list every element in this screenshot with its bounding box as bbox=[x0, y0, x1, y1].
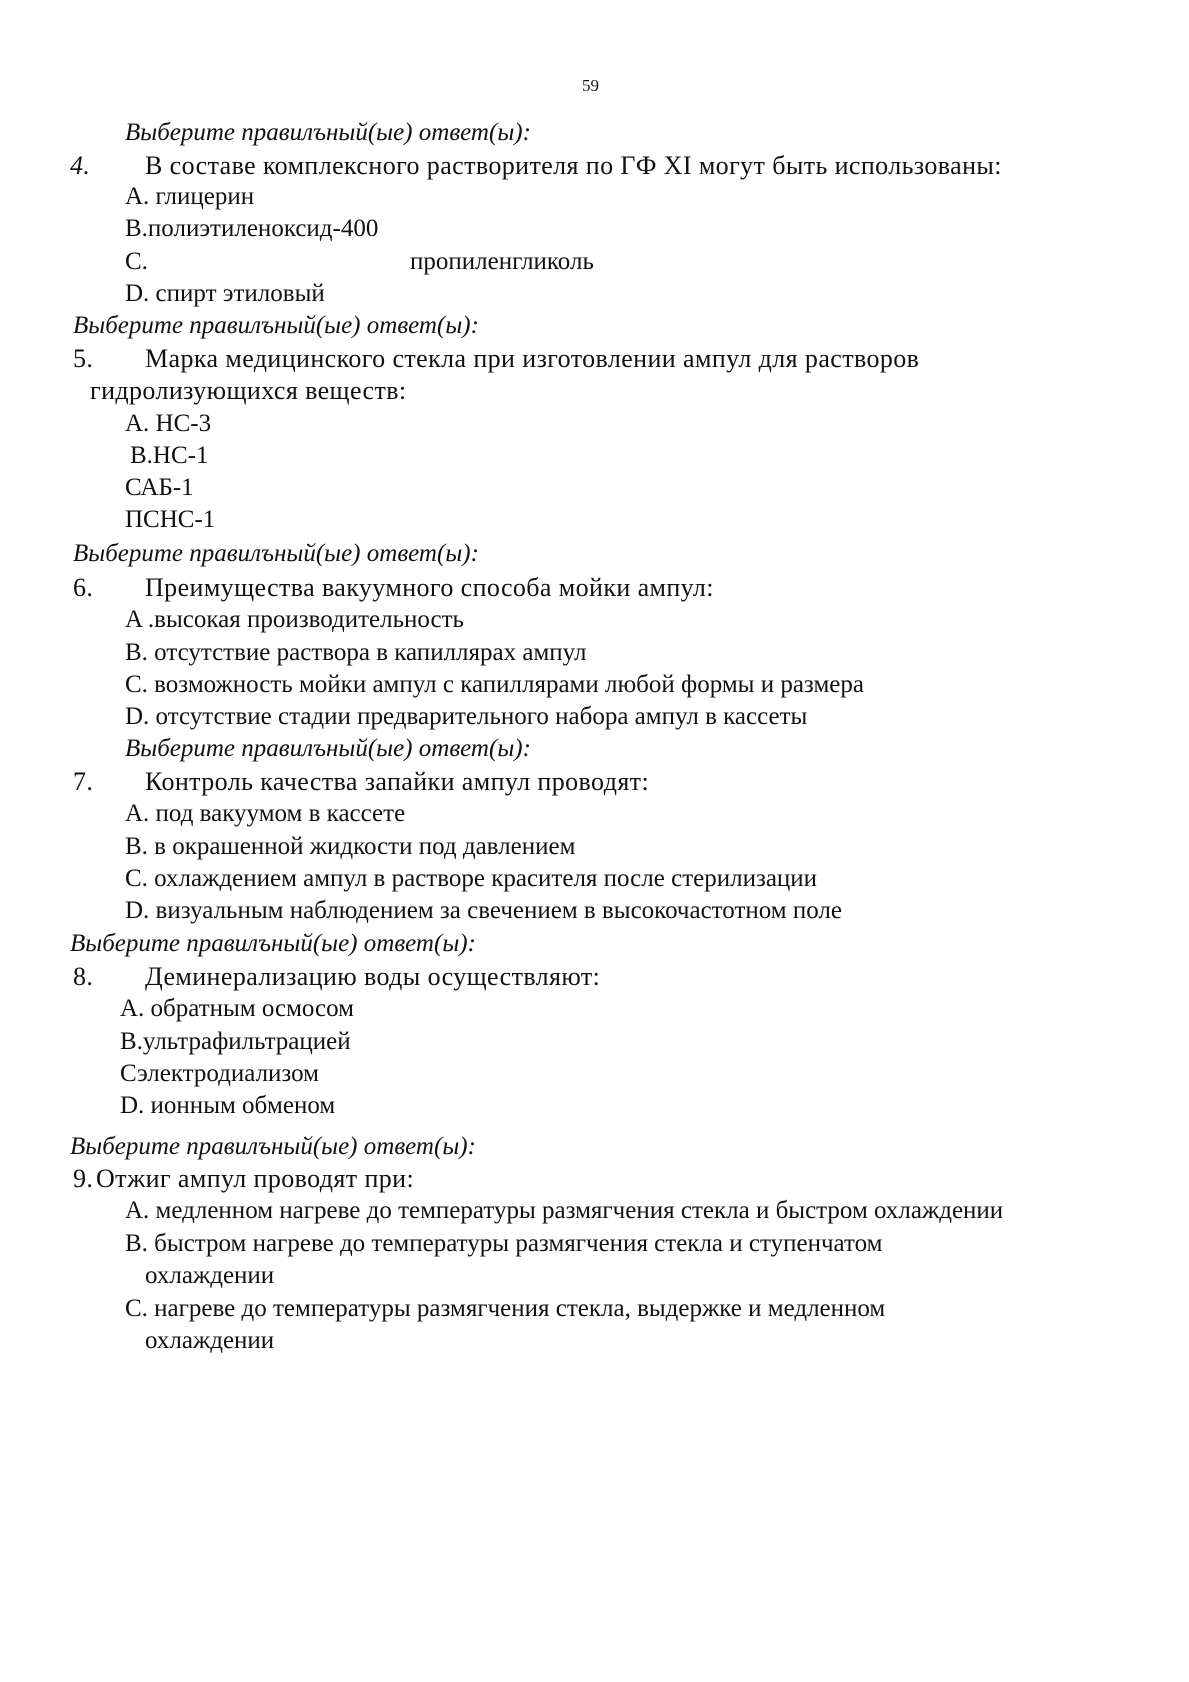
question-number: 6. bbox=[73, 573, 94, 602]
option: D. визуальным наблюдением за свечением в высокочастотном поле bbox=[125, 897, 842, 924]
option-continued: охлаждении bbox=[145, 1327, 275, 1354]
instruction: Выберите правилъный(ые) ответ(ы): bbox=[73, 312, 479, 339]
question-number: 4. bbox=[70, 151, 91, 180]
question-number: 7. bbox=[73, 767, 94, 796]
question-text-continued: гидролизующихся веществ: bbox=[90, 376, 407, 405]
option: D. отсутствие стадии предварительного набора ампул в кассеты bbox=[125, 703, 808, 730]
option: D. спирт этиловый bbox=[125, 280, 325, 307]
instruction: Выберите правилъный(ые) ответ(ы): bbox=[70, 930, 476, 957]
option: ПСНС-1 bbox=[125, 506, 216, 533]
option: C. bbox=[125, 248, 148, 275]
option: D. ионным обменом bbox=[120, 1092, 336, 1119]
option: A. глицерин bbox=[125, 183, 255, 210]
option: A. под вакуумом в кассете bbox=[125, 800, 406, 827]
option: C. охлаждением ампул в растворе красителя после стерилизации bbox=[125, 865, 818, 892]
option: B. в окрашенной жидкости под давлением bbox=[125, 833, 576, 860]
option: B.ультрафильтрацией bbox=[120, 1028, 351, 1055]
option: Сэлектродиализом bbox=[120, 1060, 319, 1087]
question-text: Деминерализацию воды осуществляют: bbox=[145, 962, 601, 991]
question-text: Контроль качества запайки ампул проводят: bbox=[145, 767, 650, 796]
page-number: 59 bbox=[582, 76, 599, 95]
option: A. НС-3 bbox=[125, 410, 212, 437]
instruction: Выберите правилъный(ые) ответ(ы): bbox=[125, 735, 531, 762]
question-text: Марка медицинского стекла при изготовлении ампул для растворов bbox=[145, 344, 920, 373]
option: A. медленном нагреве до температуры размягчения стекла и быстром охлаждении bbox=[125, 1197, 1004, 1224]
option: C. нагреве до температуры размягчения стекла, выдержке и медленном bbox=[125, 1295, 886, 1322]
question-number: 5. bbox=[73, 344, 94, 373]
option: A. обратным осмосом bbox=[120, 995, 354, 1022]
option: B.НС-1 bbox=[130, 442, 209, 469]
option-extra: пропиленгликоль bbox=[410, 248, 594, 275]
instruction: Выберите правилъный(ые) ответ(ы): bbox=[73, 540, 479, 567]
option: B. отсутствие раствора в капиллярах ампул bbox=[125, 639, 587, 666]
question-number: 8. bbox=[73, 962, 94, 991]
option-continued: охлаждении bbox=[145, 1262, 275, 1289]
option: C. возможность мойки ампул с капиллярами любой формы и размера bbox=[125, 671, 864, 698]
option: B.полиэтиленоксид-400 bbox=[125, 215, 379, 242]
question-text: Преимущества вакуумного способа мойки ампул: bbox=[145, 573, 714, 602]
question-number: 9. bbox=[73, 1164, 94, 1193]
option: A .высокая производительность bbox=[125, 606, 464, 633]
option: B. быстром нагреве до температуры размягчения стекла и ступенчатом bbox=[125, 1230, 883, 1257]
question-text: Отжиг ампул проводят при: bbox=[96, 1164, 415, 1193]
option: САБ-1 bbox=[125, 474, 194, 501]
question-text: В составе комплексного растворителя по ГФ XI могут быть использованы: bbox=[145, 151, 1002, 180]
instruction: Выберите правилъный(ые) ответ(ы): bbox=[125, 119, 531, 146]
instruction: Выберите правилъный(ые) ответ(ы): bbox=[70, 1133, 476, 1160]
